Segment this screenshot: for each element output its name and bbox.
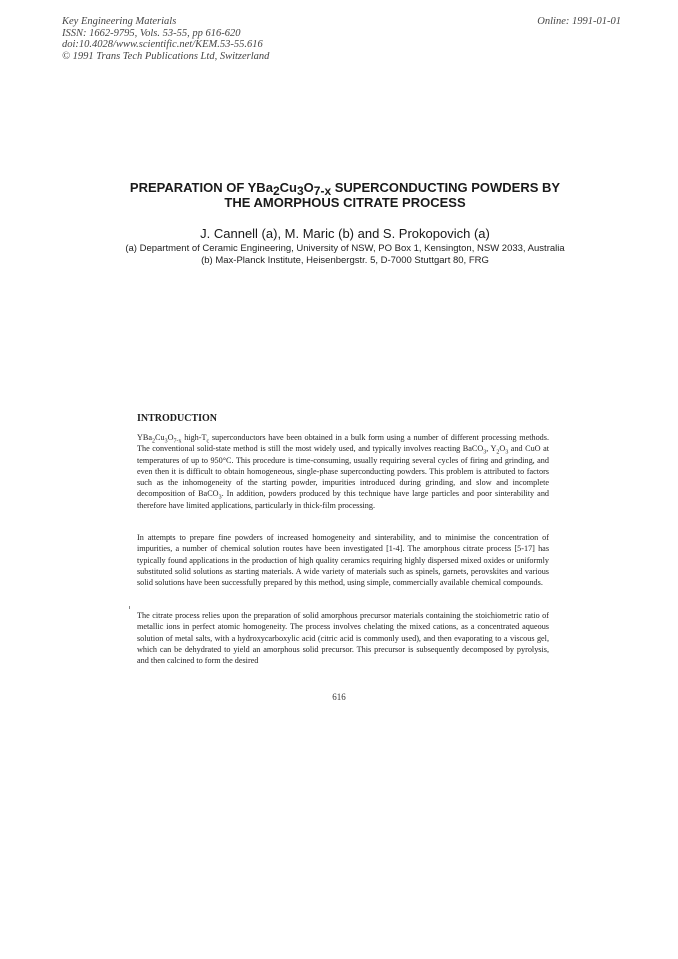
journal-copyright: © 1991 Trans Tech Publications Ltd, Switzerland [62, 50, 270, 62]
authors: J. Cannell (a), M. Maric (b) and S. Prokopovich (a) [200, 226, 490, 241]
paper-title [90, 180, 600, 210]
title-line-1: PREPARATION OF $YBa_2Cu_3O_{7-x}$ SUPERCONDUCTING POWDERS BY [129, 180, 561, 198]
paragraph-1: $YBa_2Cu_3O_{7-x}$ high-$T_c$ superconductors have been obtained in a bulk form using a number of different processing methods. The conventional solid-state method is still the most widely used, and typically involves reacting BaCO$_3$, $Y_2O_3$ and CuO at temperatures of up to 950°C. This procedure is time-consuming, usually requiring several cycles of firing and grinding, and even then it is difficult to obtain homogeneous, single-phase superconducting powders. This problem is attributed to factors such as the inhomogeneity of the starting powder, impurities introduced during grinding, and slow and incomplete decomposition of BaCO$_3$. In addition, powders produced by this technique have large particles and poor sinterability and therefore have limited applications, particularly in thick-film processing. [137, 433, 550, 510]
paragraph-2: In attempts to prepare fine powders of increased homogeneity and sinterability, and to minimise the concentration of impurities, a number of chemical solution routes have been investigated [1-4]. The amorphous citrate process [5-17] has typically found applications in the production of high quality ceramics requiring highly dispersed mixed oxides or uniformly substituted solid solutions as starting materials. A wide variety of materials such as spinels, garnets, perovskites and various solid solutions have been successfully prepared by this method, using simple, commercially available chemical compounds. [137, 533, 549, 588]
affiliation-a: (a) Department of Ceramic Engineering, University of NSW, PO Box 1, Kensington, NSW 2033, Australia [125, 243, 565, 254]
margin-mark [129, 606, 130, 609]
title-line-2: THE AMORPHOUS CITRATE PROCESS [224, 195, 466, 210]
journal-doi: doi:10.4028/www.scientific.net/KEM.53-55.616 [62, 39, 263, 50]
affiliation-b: (b) Max-Planck Institute, Heisenbergstr. 5, D-7000 Stuttgart 80, FRG [201, 255, 489, 266]
journal-issn: ISSN: 1662-9795, Vols. 53-55, pp 616-620 [62, 27, 241, 39]
journal-header [62, 16, 269, 62]
journal-name: Key Engineering Materials [62, 16, 177, 27]
page-number: 616 [332, 692, 346, 702]
section-heading: INTRODUCTION [137, 413, 218, 424]
paragraph-3: The citrate process relies upon the preparation of solid amorphous precursor materials containing the stoichiometric ratio of metallic ions in perfect atomic homogeneity. The process involves chelating the mixed cations, as a concentrated aqueous solution of metal salts, with a hydroxycarboxylic acid (citric acid is commonly used), and then evaporating to a viscous gel, which can be dehydrated to yield an amorphous solid precursor. This precursor is subsequently decomposed by pyrolysis, and then calcined to form the desired [137, 611, 549, 666]
online-date: Online: 1991-01-01 [537, 16, 621, 27]
